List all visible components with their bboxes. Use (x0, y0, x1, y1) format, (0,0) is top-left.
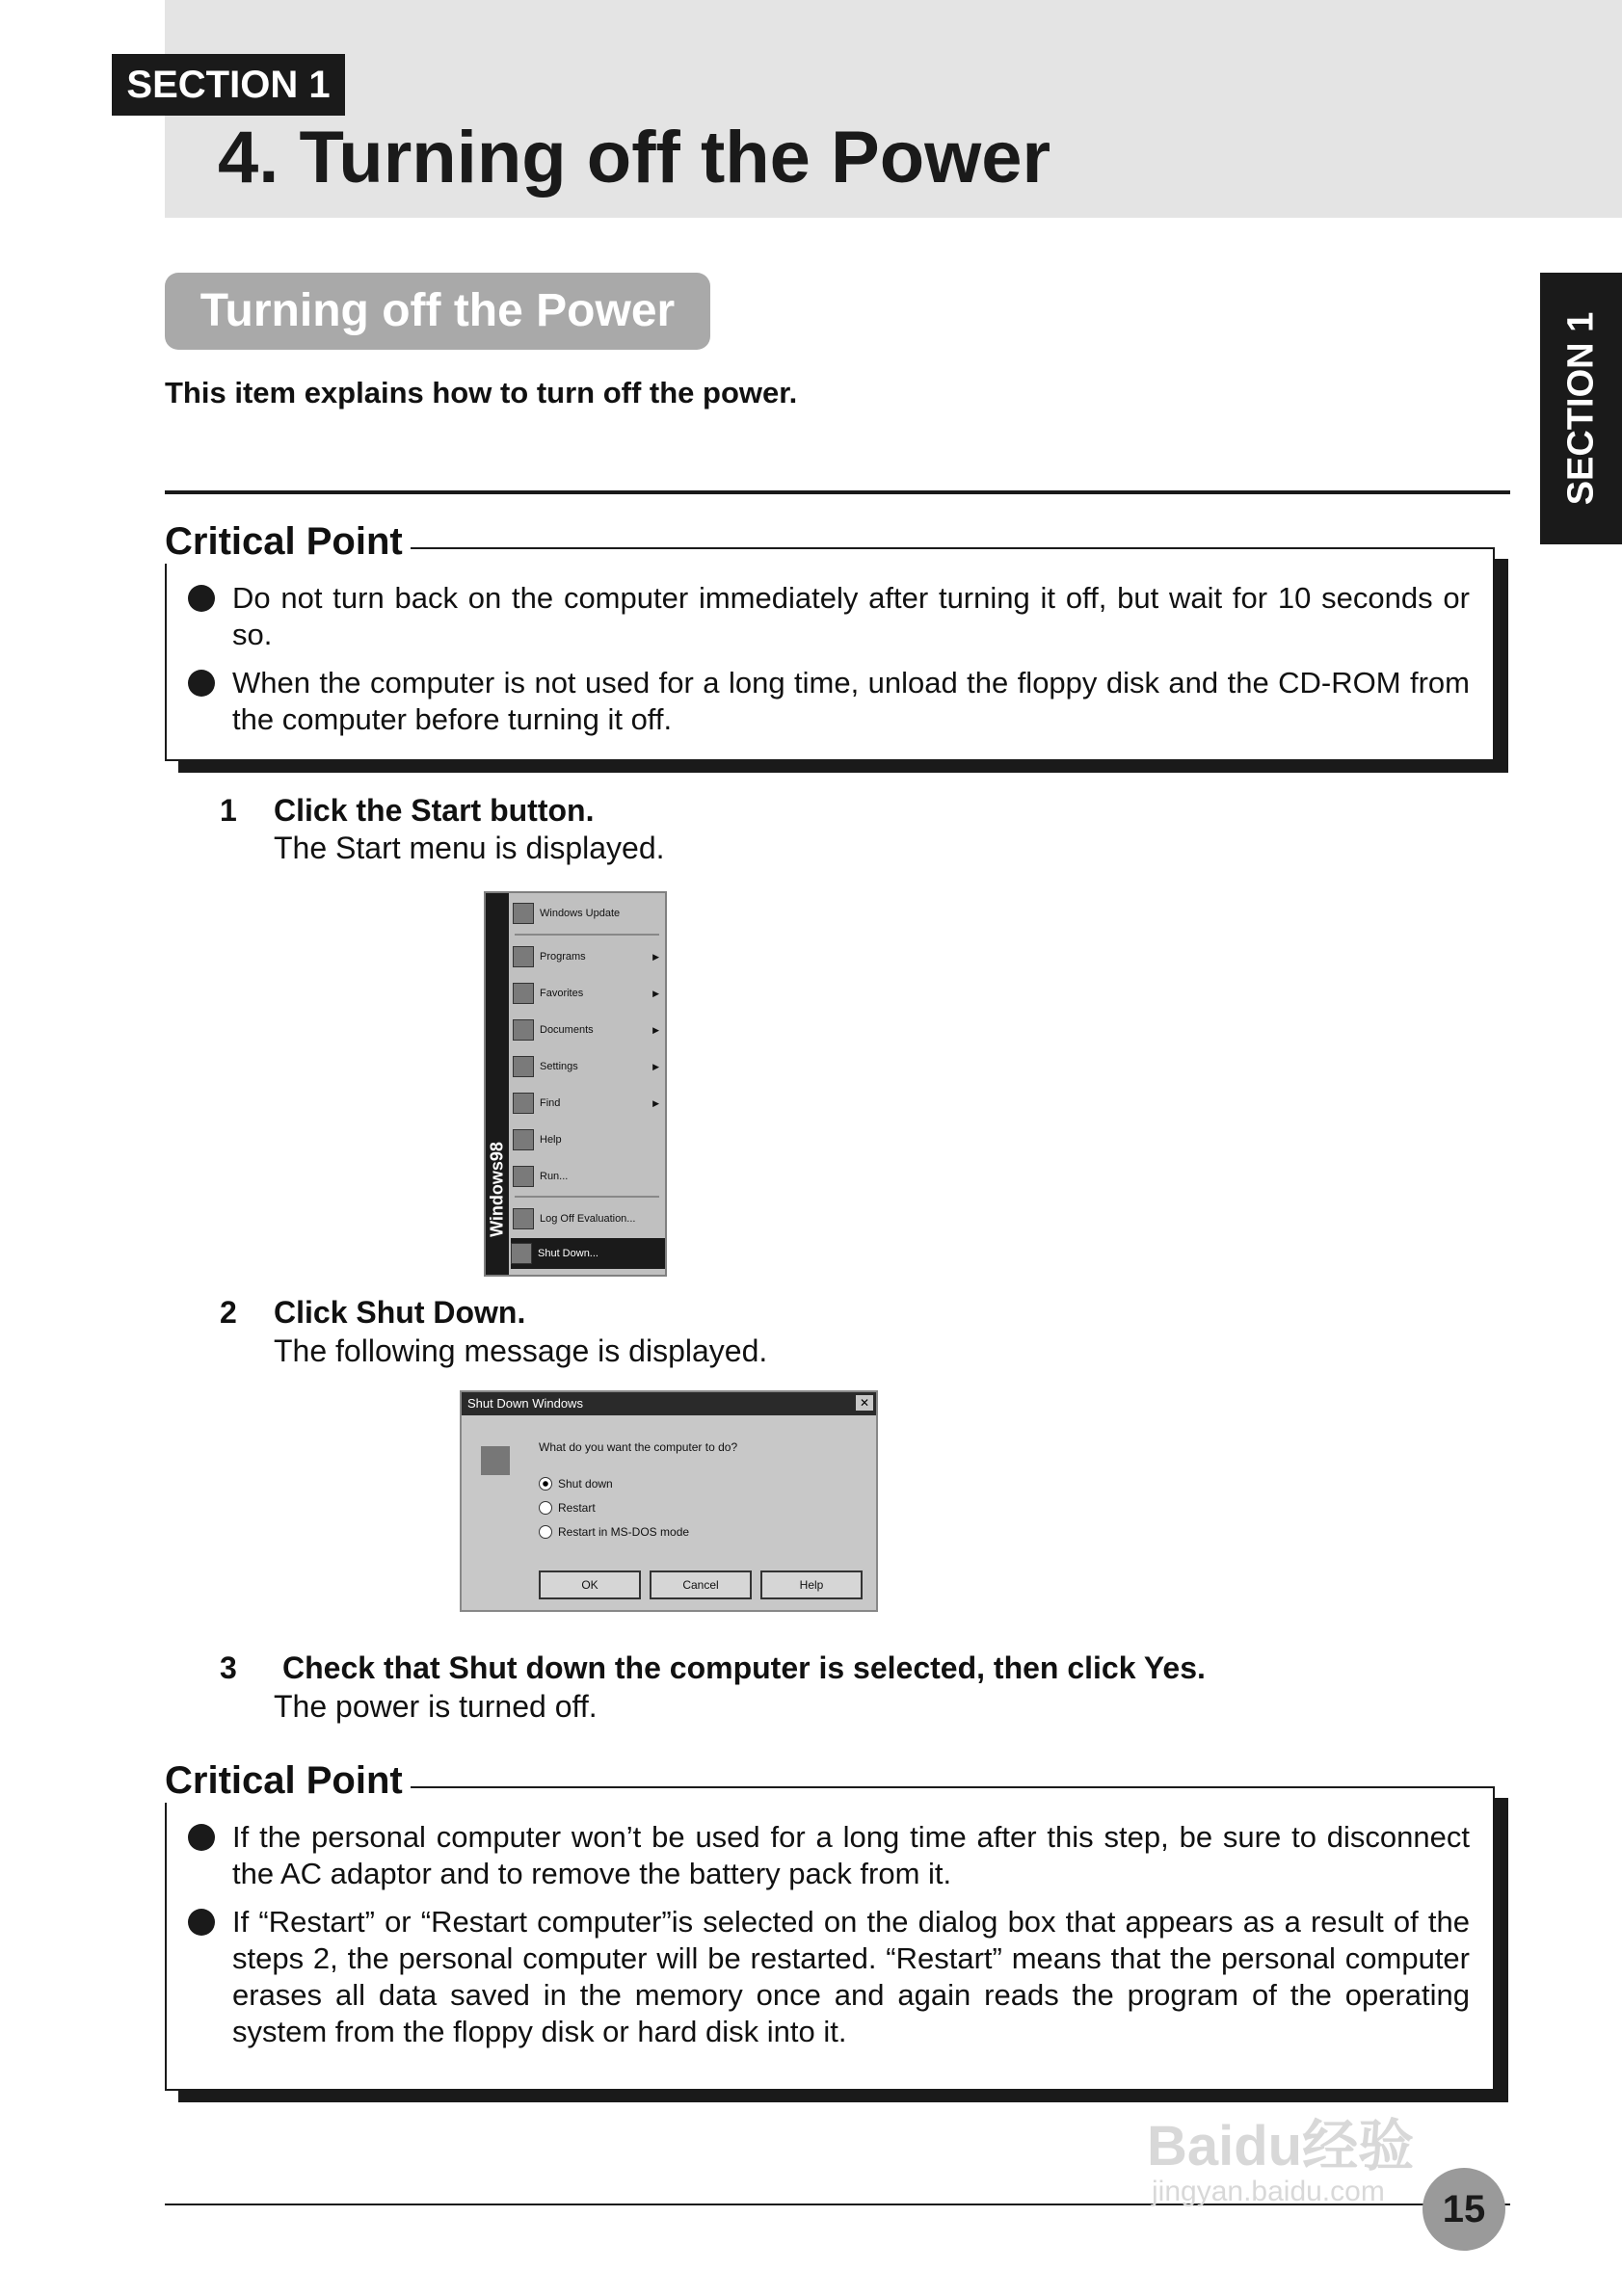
help-button[interactable]: Help (760, 1570, 863, 1599)
intro-text: This item explains how to turn off the power. (165, 376, 798, 409)
shut-down-icon (511, 1243, 532, 1264)
cancel-button[interactable]: Cancel (650, 1570, 752, 1599)
submenu-arrow-icon: ▶ (652, 951, 659, 962)
step-number: 1 (220, 793, 237, 828)
help-icon (513, 1129, 534, 1150)
start-menu-screenshot (484, 891, 667, 1277)
side-section-tab (1540, 273, 1622, 544)
menu-item-log-off[interactable]: Log Off Evaluation... (513, 1203, 663, 1234)
settings-icon (513, 1056, 534, 1077)
step-title: Click the Start button. (274, 793, 595, 828)
option-restart-ms-dos[interactable]: Restart in MS-DOS mode (539, 1525, 689, 1539)
close-icon[interactable]: ✕ (856, 1395, 873, 1411)
critical-point-item: Do not turn back on the computer immediately after turning it off, but wait for 10 seconds or so. (188, 580, 1470, 653)
critical-point-item: If “Restart” or “Restart computer”is selected on the dialog box that appears as a result of the steps 2, the personal computer will be restarted. “Restart” means that the personal computer erases all data saved in the memory once and again reads the program of the operating system from the floppy disk or hard disk into it. (188, 1904, 1470, 2050)
critical-point-title: Critical Point (165, 1759, 411, 1803)
menu-item-run[interactable]: Run... (513, 1161, 663, 1192)
page-number: 15 (1423, 2168, 1505, 2251)
submenu-arrow-icon: ▶ (652, 1097, 659, 1108)
menu-item-help[interactable]: Help (513, 1124, 663, 1155)
ok-button[interactable]: OK (539, 1570, 641, 1599)
dialog-title-bar: Shut Down Windows (462, 1392, 876, 1415)
side-tab-label: SECTION 1 (1560, 311, 1601, 506)
programs-icon (513, 946, 534, 967)
menu-item-favorites[interactable]: Favorites ▶ (513, 978, 663, 1009)
radio-icon (539, 1525, 552, 1539)
subtitle-heading: Turning off the Power (165, 273, 710, 350)
step-number: 2 (220, 1295, 237, 1330)
menu-item-shut-down[interactable]: Shut Down... (511, 1238, 665, 1269)
step-title: Check that Shut down the computer is selected, then click Yes. (282, 1650, 1206, 1685)
menu-item-programs[interactable]: Programs ▶ (513, 941, 663, 972)
run-icon (513, 1166, 534, 1187)
step-title: Click Shut Down. (274, 1295, 526, 1330)
submenu-arrow-icon: ▶ (652, 1024, 659, 1035)
critical-point-item: When the computer is not used for a long time, unload the floppy disk and the CD-ROM from the computer before turning it off. (188, 665, 1470, 738)
divider (165, 490, 1510, 494)
log-off-icon (513, 1208, 534, 1229)
shut-down-dialog-screenshot (460, 1390, 878, 1612)
documents-icon (513, 1019, 534, 1041)
computer-icon (481, 1446, 510, 1475)
critical-point-item: If the personal computer won’t be used for a long time after this step, be sure to disconnect the AC adaptor and to remove the battery pack from it. (188, 1819, 1470, 1892)
menu-item-documents[interactable]: Documents ▶ (513, 1015, 663, 1045)
find-icon (513, 1093, 534, 1114)
watermark-url: jingyan.baidu.com (1152, 2176, 1385, 2207)
step-description: The following message is displayed. (274, 1333, 768, 1368)
step-description: The power is turned off. (274, 1689, 598, 1724)
submenu-arrow-icon: ▶ (652, 1061, 659, 1071)
globe-icon (513, 903, 534, 924)
menu-separator (515, 934, 659, 936)
step-number: 3 (220, 1650, 237, 1685)
page-title: 4. Turning off the Power (218, 117, 1051, 198)
menu-separator (515, 1196, 659, 1198)
step-description: The Start menu is displayed. (274, 831, 665, 865)
radio-icon (539, 1501, 552, 1515)
option-shut-down[interactable]: Shut down (539, 1477, 613, 1491)
menu-item-settings[interactable]: Settings ▶ (513, 1051, 663, 1082)
menu-item-windows-update[interactable]: Windows Update (513, 898, 663, 929)
section-badge: SECTION 1 (112, 54, 345, 116)
radio-selected-icon (539, 1477, 552, 1491)
watermark-brand: Baidu经验 (1147, 2115, 1415, 2177)
favorites-icon (513, 983, 534, 1004)
critical-point-box (165, 547, 1495, 761)
start-menu-banner: Windows98 (486, 893, 509, 1275)
option-restart[interactable]: Restart (539, 1501, 596, 1515)
critical-point-box (165, 1786, 1495, 2091)
submenu-arrow-icon: ▶ (652, 988, 659, 998)
menu-item-find[interactable]: Find ▶ (513, 1088, 663, 1119)
critical-point-title: Critical Point (165, 520, 411, 564)
dialog-question: What do you want the computer to do? (539, 1440, 738, 1454)
